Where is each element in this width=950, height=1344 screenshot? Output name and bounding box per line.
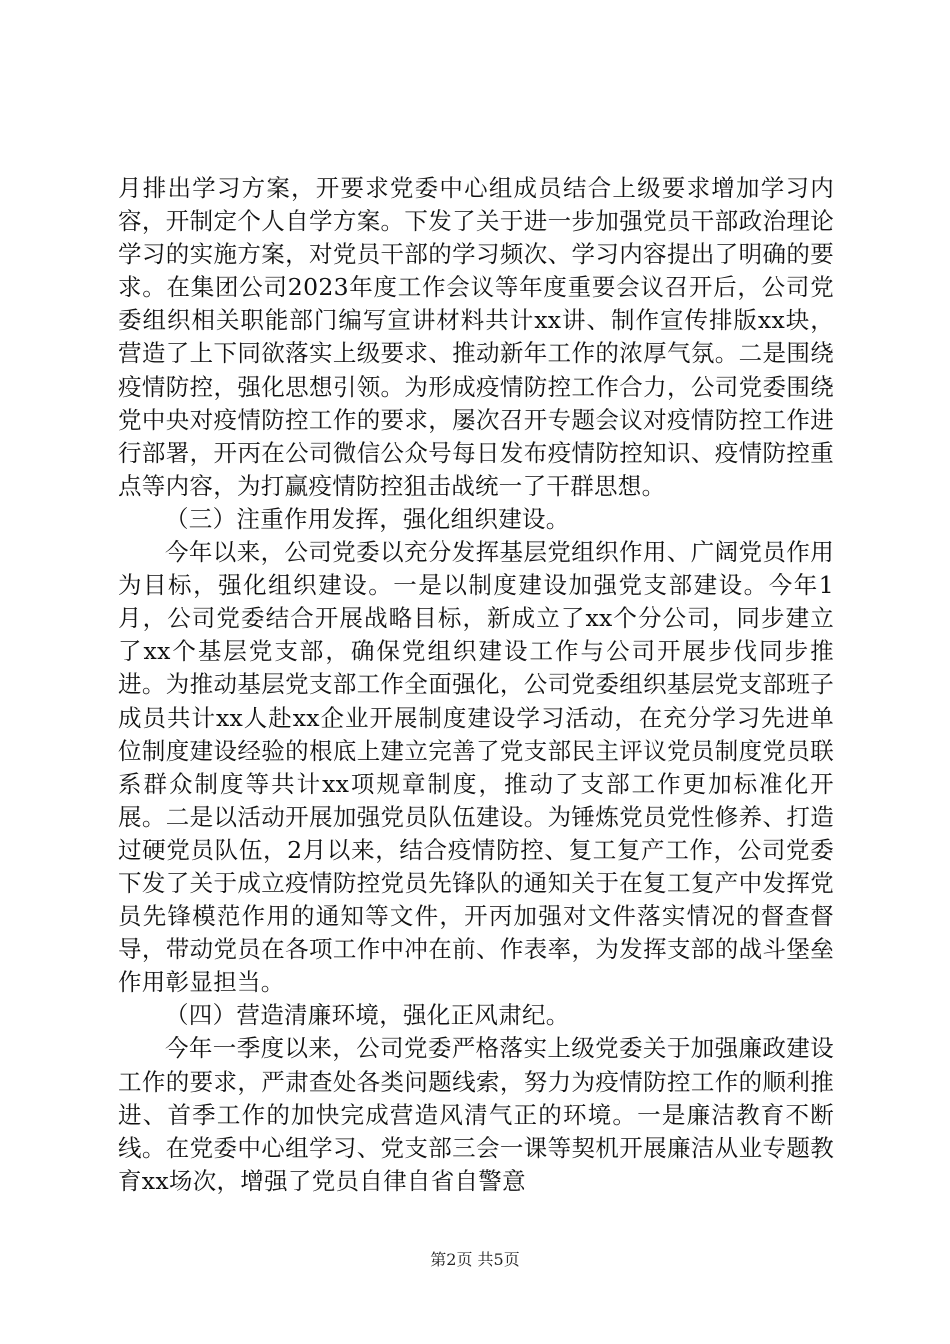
paragraph-organization: 今年以来，公司党委以充分发挥基层党组织作用、广阔党员作用为目标，强化组织建设。一是以制度建设加强党支部建设。今年1月，公司党委结合开展战略目标，新成立了xx个分公司，同步建立了xx个基层党支部，确保党组织建设工作与公司开展步伐同步推进。为推动基层党支部工作全面强化，公司党委组织基层党支部班子成员共计xx人赴xx企业开展制度建设学习活动，在充分学习先进单位制度建设经验的根底上建立完善了党支部民主评议党员制度党员联系群众制度等共计xx项规章制度，推动了支部工作更加标准化开展。二是以活动开展加强党员队伍建设。为锤炼党员党性修养、打造过硬党员队伍，2月以来，结合疫情防控、复工复产工作，公司党委下发了关于成立疫情防控党员先锋队的通知关于在复工复产中发挥党员先锋模范作用的通知等文件，开丙加强对文件落实情况的督查督导，带动党员在各项工作中冲在前、作表率，为发挥支部的战斗堡垒作用彰显担当。 xyxy=(118,538,834,997)
page-number-footer: 第2页 共5页 xyxy=(430,1250,520,1269)
document-body xyxy=(118,172,834,1198)
section-heading-3: （三）注重作用发挥，强化组织建设。 xyxy=(165,504,570,533)
paragraph-continuation: 月排出学习方案，开要求党委中心组成员结合上级要求增加学习内容，开制定个人自学方案。下发了关于进一步加强党员干部政治理论学习的实施方案，对党员干部的学习频次、学习内容提出了明确的要求。在集团公司2023年度工作会议等年度重要会议召开后，公司党委组织相关职能部门编写宣讲材料共计xx讲、制作宣传排版xx块，营造了上下同欲落实上级要求、推动新年工作的浓厚气氛。二是围绕疫情防控，强化思想引领。为形成疫情防控工作合力，公司党委围绕党中央对疫情防控工作的要求，屡次召开专题会议对疫情防控工作进行部署，开丙在公司微信公众号每日发布疫情防控知识、疫情防控重点等内容，为打赢疫情防控狙击战统一了干群思想。 xyxy=(118,174,834,500)
section-heading-4: （四）营造清廉环境，强化正风肃纪。 xyxy=(165,1001,570,1030)
paragraph-integrity: 今年一季度以来，公司党委严格落实上级党委关于加强廉政建设工作的要求，严肃查处各类问题线索，努力为疫情防控工作的顺利推进、首季工作的加快完成营造风清气正的环境。一是廉洁教育不断线。在党委中心组学习、党支部三会一课等契机开展廉洁从业专题教育xx场次，增强了党员自律自省自警意 xyxy=(118,1034,834,1195)
